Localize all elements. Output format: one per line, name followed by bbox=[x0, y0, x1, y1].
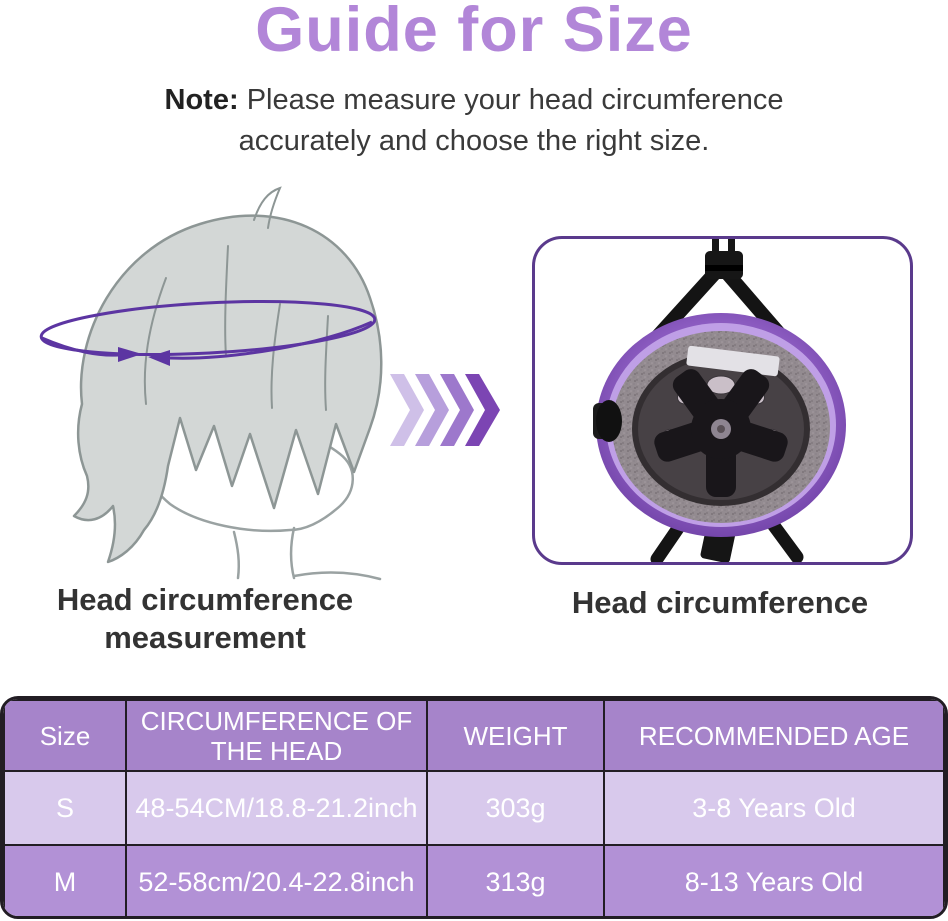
helmet-interior-icon bbox=[535, 239, 910, 562]
size-table-grid bbox=[3, 699, 945, 919]
chevron-arrows bbox=[390, 374, 500, 446]
triple-chevron-right-icon bbox=[390, 374, 500, 446]
left-figure-caption bbox=[10, 581, 400, 657]
helmet-side-knob bbox=[593, 400, 622, 442]
size-table bbox=[0, 696, 948, 919]
table-row-size-s bbox=[4, 771, 944, 845]
header-size: Size bbox=[4, 700, 126, 771]
note-line-1 bbox=[165, 84, 784, 116]
cell-m-size: M bbox=[4, 845, 126, 919]
helmet-interior-photo bbox=[532, 236, 913, 565]
chevron-1 bbox=[390, 374, 424, 446]
note-text bbox=[0, 80, 948, 162]
cell-s-weight: 303g bbox=[427, 771, 604, 845]
helmet-hub-dot bbox=[717, 425, 725, 433]
cell-m-weight: 313g bbox=[427, 845, 604, 919]
note-line-1-text: Please measure your head circumference bbox=[246, 84, 784, 116]
cell-s-size: S bbox=[4, 771, 126, 845]
cell-s-circumference: 48-54CM/18.8-21.2inch bbox=[126, 771, 427, 845]
header-circumference: CIRCUMFERENCE OF THE HEAD bbox=[126, 700, 427, 771]
note-label: Note: bbox=[164, 84, 239, 116]
header-weight: WEIGHT bbox=[427, 700, 604, 771]
right-figure-caption: Head circumference bbox=[571, 585, 869, 620]
head-with-measuring-tape-icon bbox=[18, 186, 398, 581]
note-line-2: accurately and choose the right size. bbox=[238, 125, 710, 157]
header-recommended-age: RECOMMENDED AGE bbox=[604, 700, 944, 771]
cell-m-circumference: 52-58cm/20.4-22.8inch bbox=[126, 845, 427, 919]
left-caption-line-2: measurement bbox=[104, 620, 306, 655]
cell-m-age: 8-13 Years Old bbox=[604, 845, 944, 919]
helmet-buckle bbox=[705, 239, 743, 279]
cell-s-age: 3-8 Years Old bbox=[604, 771, 944, 845]
left-caption-line-1: Head circumference bbox=[56, 582, 354, 617]
page-title: Guide for Size bbox=[255, 0, 693, 65]
table-row-size-m bbox=[4, 845, 944, 919]
table-header-row bbox=[4, 700, 944, 771]
head-measurement-illustration bbox=[18, 186, 398, 581]
